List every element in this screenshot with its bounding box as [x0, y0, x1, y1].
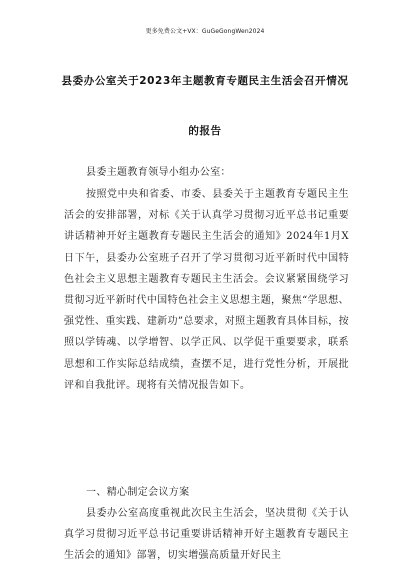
header-note: 更多免费公文+VX：GuGeGongWen2024 [145, 28, 265, 35]
paragraph-text: 县委办公室高度重视此次民主生活会，坚决贯彻《关于认真学习贯彻习近平总书记重要讲话精神开好主题教育专题民主生活会的通知》部署，切实增强高质量开好民主 [64, 508, 349, 562]
section-heading-1: 一、精心制定会议方案 [86, 487, 190, 498]
body-paragraph-2 [64, 503, 349, 567]
document-title-line-1: 县委办公室关于2023年主题教育专题民主生活会召开情况 [61, 75, 349, 87]
salutation: 县委主题教育领导小组办公室： [86, 167, 231, 178]
document-title-line-2: 的报告 [188, 125, 222, 137]
body-paragraph-1 [64, 184, 349, 396]
paragraph-text: 按照党中央和省委、市委、县委关于主题教育专题民主生活会的安排部署，对标《关于认真学习贯彻习近平总书记重要讲话精神开好主题教育专题民主生活会的通知》2024年1月X日下午，县委办公室班子召开了学习贯彻习近平新时代中国特色社会主义思想主题教育专题民主生活会。会议紧紧围绕学习贯彻习近平新时代中国特色社会主义思想主题，聚焦“学思想、强党性、重实践、建新功”总要求，对照主题教育具体目标，按照以学铸魂、以学增智、以学正风、以学促干重要要求，联系思想和工作实际总结成绩，查摆不足，进行党性分析，开展批评和自我批评。现将有关情况报告如下。 [64, 189, 349, 391]
